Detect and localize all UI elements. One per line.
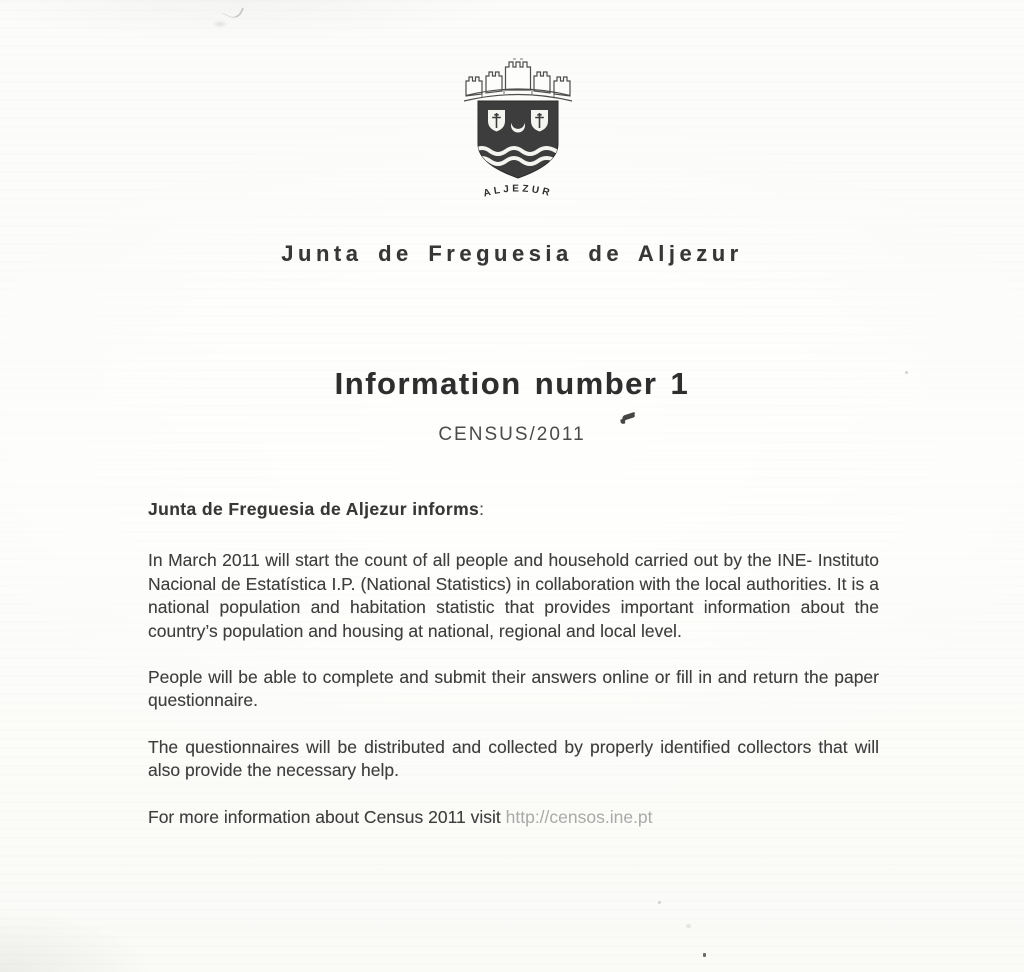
intro-colon: : — [479, 499, 485, 519]
mural-crown-icon — [464, 59, 572, 101]
scan-artifact-comma — [622, 412, 634, 421]
footer-text: For more information about Census 2011 visit — [148, 806, 506, 827]
scan-artifact-smudge — [212, 20, 228, 28]
paragraph-census-announcement: In March 2011 will start the count of all people and household carried out by the INE- Instituto Nacional de Estatística I.P. (National Statistics) in collaboration with the local authorities. It is a national population and habitation statistic that provides important information about the country’s population and housing at national, regional and local level. — [148, 550, 879, 641]
crescent-icon — [511, 116, 525, 133]
crest-caption: ALJEZUR — [482, 183, 554, 200]
intro-heading: Junta de Freguesia de Aljezur informs — [148, 499, 480, 519]
census-url: http://censos.ine.pt — [505, 806, 653, 827]
heraldic-shield — [474, 101, 566, 178]
organization-name: Junta de Freguesia de Aljezur — [281, 241, 743, 266]
scan-artifact-speck — [686, 924, 691, 928]
document-body — [148, 498, 879, 852]
aljezur-coat-of-arms — [456, 54, 580, 204]
document-title: Information number 1 — [334, 366, 690, 401]
scan-artifact-squiggle — [222, 1, 244, 21]
scan-artifact-speck — [658, 901, 661, 904]
paragraph-online-submission: People will be able to complete and submit their answers online or fill in and return the paper questionnaire. — [148, 667, 879, 711]
scan-artifact-speck — [703, 953, 706, 957]
document-subtitle: CENSUS/2011 — [438, 424, 586, 445]
footer-line — [148, 806, 879, 829]
paragraph-collectors: The questionnaires will be distributed and collected by properly identified collectors that will also provide the necessary help. — [148, 736, 879, 781]
intro-line — [148, 498, 879, 521]
